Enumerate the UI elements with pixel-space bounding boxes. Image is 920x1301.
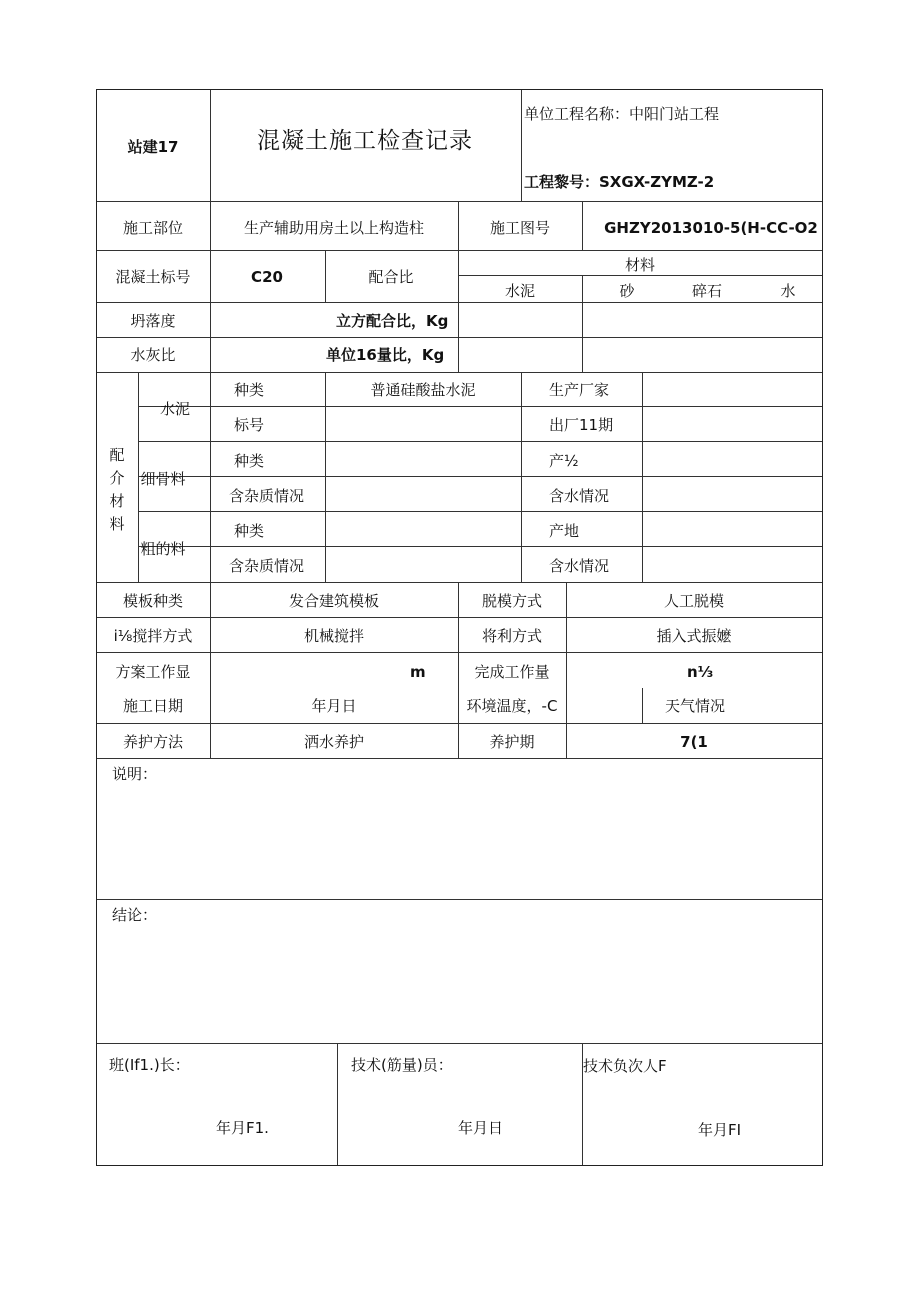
planned-workload-unit: m: [410, 663, 426, 681]
concrete-grade-value: C20: [251, 268, 283, 286]
project-number: 工程黎号：SXGX-ZYMZ-2: [524, 173, 715, 191]
grid-line: [138, 372, 139, 582]
grid-line: [210, 582, 211, 758]
grid-line: [642, 688, 643, 723]
team-leader-date: 年月F1.: [216, 1119, 269, 1137]
mixing-label: i⅛搅拌方式: [113, 627, 193, 645]
cement-maker-label: 生产厂家: [549, 381, 610, 399]
tech-chief-label: 技术负次人F: [583, 1057, 667, 1075]
material-gravel-header: 碎石: [691, 282, 723, 300]
demold-value: 人工脱模: [663, 592, 725, 610]
cement-type-value: 普通硅酸盐水泥: [370, 381, 476, 399]
coarse-type-label: 种类: [234, 522, 265, 540]
explanation-label: 说明：: [112, 765, 158, 783]
planned-workload-label: 方案工作显: [115, 663, 191, 681]
grid-line: [138, 406, 822, 407]
grid-line: [97, 582, 822, 583]
grid-line: [138, 441, 822, 442]
fine-origin-label: 产½: [549, 452, 579, 470]
fine-moisture-label: 含水情况: [549, 487, 610, 505]
grid-line: [521, 372, 522, 582]
cement-type-label: 种类: [234, 381, 265, 399]
form-code: 站建17: [127, 138, 179, 156]
drawing-no-value: GHZY2013010-5(H-CC-O2: [604, 219, 818, 237]
materials-header: 材料: [624, 256, 656, 274]
grid-line: [521, 90, 522, 201]
slump-label: 坍落度: [130, 312, 176, 330]
grid-line: [97, 372, 822, 373]
coarse-origin-label: 产地: [549, 522, 580, 540]
demold-label: 脱模方式: [481, 592, 543, 610]
grid-line: [97, 302, 822, 303]
technician-label: 技术(筋量)员：: [351, 1056, 453, 1074]
grid-line: [458, 582, 459, 758]
grid-line: [97, 652, 822, 653]
unit-ratio-label: 单位16量比，Kg: [326, 346, 445, 364]
grid-line: [642, 372, 643, 582]
wc-ratio-label: 水灰比: [130, 346, 176, 364]
grid-line: [210, 90, 211, 201]
concrete-inspection-form: [96, 89, 823, 1166]
mix-ratio-label: 配合比: [368, 268, 414, 286]
cubic-ratio-label: 立方配合比，Kg: [336, 312, 449, 330]
grid-line: [210, 201, 211, 372]
curing-period-value: 7(1: [680, 733, 708, 751]
grid-line: [458, 275, 822, 276]
curing-method-value: 洒水养护: [303, 733, 365, 751]
grid-line: [325, 250, 326, 302]
team-leader-label: 班(If1.)长：: [109, 1056, 190, 1074]
grid-line: [97, 337, 822, 338]
construction-date-label: 施工日期: [122, 697, 184, 715]
cement-grade-label: 标号: [234, 416, 265, 434]
grid-line: [458, 201, 459, 372]
curing-method-label: 养护方法: [122, 733, 184, 751]
grid-line: [566, 582, 567, 758]
grid-line: [97, 1043, 822, 1044]
coarse-moisture-label: 含水情况: [549, 557, 610, 575]
grid-line: [138, 511, 822, 512]
tech-chief-date: 年月FI: [698, 1121, 742, 1139]
drawing-no-label: 施工图号: [489, 219, 551, 237]
conclusion-label: 结论：: [112, 906, 158, 924]
grid-line: [97, 617, 822, 618]
fine-aggregate-label: 细骨料: [140, 470, 186, 488]
grid-line: [97, 899, 822, 900]
construction-date-value: 年月日: [311, 697, 357, 715]
grid-line: [337, 1043, 338, 1165]
fine-impurity-label: 含杂质情况: [229, 487, 305, 505]
material-cement-header: 水泥: [504, 282, 536, 300]
cement-label: 水泥: [159, 400, 191, 418]
formwork-label: 模板种类: [122, 592, 184, 610]
weather-label: 天气情况: [664, 697, 726, 715]
grid-line: [138, 546, 822, 547]
grid-line: [97, 723, 822, 724]
grid-line: [97, 201, 822, 202]
grid-line: [97, 250, 822, 251]
concrete-grade-label: 混凝土标号: [115, 268, 191, 286]
material-water-header: 水: [780, 282, 796, 300]
mixing-value: 机械搅拌: [303, 627, 365, 645]
technician-date: 年月日: [458, 1119, 504, 1137]
vibrating-value: 插入式振嬷: [656, 627, 732, 645]
ambient-temp-label: 环境温度，-C: [466, 697, 558, 715]
grid-line: [582, 275, 583, 372]
completed-workload-label: 完成工作量: [474, 663, 550, 681]
construction-part-value: 生产辅助用房土以上构造柱: [243, 219, 425, 237]
unit-project-name: 单位工程名称：中阳门站工程: [524, 105, 720, 123]
vibrating-label: 将利方式: [481, 627, 543, 645]
materials-group-label: 配介材料: [109, 446, 125, 533]
material-sand-header: 砂: [619, 282, 635, 300]
coarse-impurity-label: 含杂质情况: [229, 557, 305, 575]
grid-line: [325, 372, 326, 582]
grid-line: [582, 201, 583, 250]
cement-date-label: 出厂11期: [549, 416, 614, 434]
curing-period-label: 养护期: [489, 733, 535, 751]
grid-line: [210, 372, 211, 582]
construction-part-label: 施工部位: [122, 219, 184, 237]
completed-workload-unit: n⅓: [687, 663, 714, 681]
grid-line: [138, 476, 822, 477]
grid-line: [97, 758, 822, 759]
formwork-value: 发合建筑模板: [288, 592, 380, 610]
form-title: 混凝土施工检查记录: [257, 128, 473, 154]
fine-type-label: 种类: [234, 452, 265, 470]
coarse-aggregate-label: 粗的料: [140, 540, 186, 558]
